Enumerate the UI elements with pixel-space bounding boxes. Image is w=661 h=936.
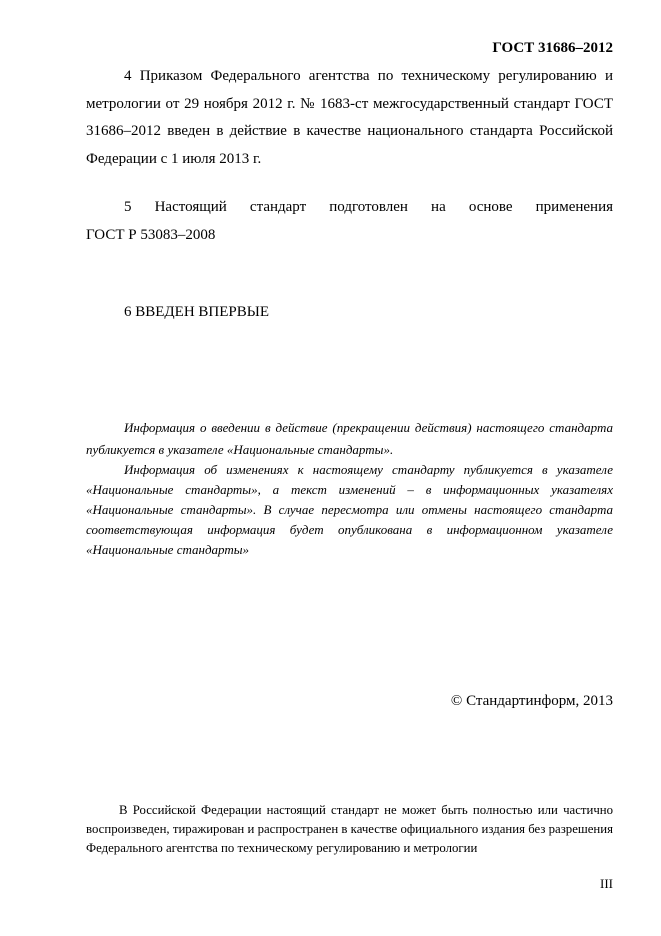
clause-6-text: 6 ВВЕДЕН ВПЕРВЫЕ: [124, 304, 269, 320]
clause-5: [86, 194, 613, 249]
legal-notice: В Российской Федерации настоящий стандарт не может быть полностью или частично воспроизведен, тиражирован и распространен в качестве официального издания без разрешения Федерального агентства по техническому регулированию и метрологии: [86, 803, 613, 855]
info-paragraph-1: Информация о введении в действие (прекращении действия) настоящего стандарта публикуется в указателе «Национальные стандарты».: [86, 420, 613, 457]
publication-info: [86, 417, 613, 560]
clause-6: [86, 299, 613, 327]
copyright-notice: © Стандартинформ, 2013: [450, 693, 613, 709]
standard-id-header: ГОСТ 31686–2012: [492, 40, 613, 56]
legal-notice-block: [86, 801, 613, 858]
info-paragraph-2: Информация об изменениях к настоящему стандарту публикуется в указателе «Национальные стандарты», а текст изменений – в информационных указателях «Национальные стандарты». В случае пересмотра или отмены настоящего стандарта соответствующая информация будет опубликована в информационном указателе «Национальные стандарты»: [86, 462, 613, 557]
clause-4-text: 4 Приказом Федерального агентства по техническому регулированию и метрологии от 29 ноября 2012 г. № 1683-ст межгосударственный стандарт ГОСТ 31686–2012 введен в действие в качестве национального стандарта Российской Федерации с 1 июля 2013 г.: [86, 68, 613, 167]
clause-5-line2: ГОСТ Р 53083–2008: [86, 226, 216, 243]
page-number: III: [600, 876, 613, 891]
clause-5-line1: 5 Настоящий стандарт подготовлен на основе применения: [124, 199, 613, 215]
clause-4: [86, 63, 613, 173]
